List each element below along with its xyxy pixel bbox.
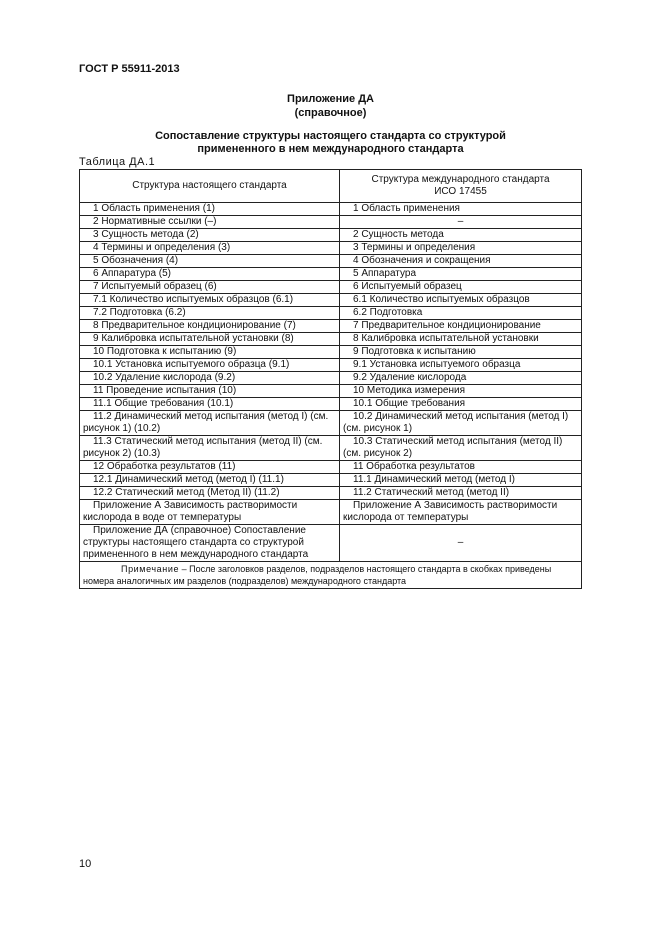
cell-iso: 9.1 Установка испытуемого образца (340, 359, 582, 372)
cell-iso: 11.2 Статический метод (метод II) (340, 487, 582, 500)
document-header: ГОСТ Р 55911-2013 (79, 63, 180, 75)
table-row (80, 333, 582, 346)
cell-iso: 10.2 Динамический метод испытания (метод I) (см. рисунок 1) (340, 411, 582, 436)
cell-iso: 9 Подготовка к испытанию (340, 346, 582, 359)
table-row (80, 474, 582, 487)
table-row (80, 216, 582, 229)
cell-iso: 4 Обозначения и сокращения (340, 255, 582, 268)
comparison-table (79, 169, 582, 589)
cell-ours: 10.1 Установка испытуемого образца (9.1) (80, 359, 340, 372)
table-row (80, 307, 582, 320)
table-caption (0, 130, 661, 156)
cell-ours: 7.2 Подготовка (6.2) (80, 307, 340, 320)
appendix-heading (0, 92, 661, 120)
cell-iso: 7 Предварительное кондиционирование (340, 320, 582, 333)
cell-ours: 1 Область применения (1) (80, 203, 340, 216)
cell-ours: 11 Проведение испытания (10) (80, 385, 340, 398)
cell-iso: 6 Испытуемый образец (340, 281, 582, 294)
cell-ours: 7 Испытуемый образец (6) (80, 281, 340, 294)
table-row (80, 255, 582, 268)
cell-iso: 3 Термины и определения (340, 242, 582, 255)
table-row (80, 359, 582, 372)
table-row (80, 320, 582, 333)
cell-ours: 8 Предварительное кондиционирование (7) (80, 320, 340, 333)
cell-ours: 7.1 Количество испытуемых образцов (6.1) (80, 294, 340, 307)
cell-ours: 3 Сущность метода (2) (80, 229, 340, 242)
table-row (80, 372, 582, 385)
cell-ours: 9 Калибровка испытательной установки (8) (80, 333, 340, 346)
table-row (80, 436, 582, 461)
cell-iso: 11.1 Динамический метод (метод I) (340, 474, 582, 487)
cell-ours: 10 Подготовка к испытанию (9) (80, 346, 340, 359)
cell-iso: – (340, 216, 582, 229)
cell-iso: 9.2 Удаление кислорода (340, 372, 582, 385)
cell-ours: Приложение А Зависимость растворимости кислорода в воде от температуры (80, 500, 340, 525)
cell-ours: 12.2 Статический метод (Метод II) (11.2) (80, 487, 340, 500)
table-row (80, 398, 582, 411)
table-row (80, 281, 582, 294)
table-row (80, 385, 582, 398)
table-header-row (80, 170, 582, 203)
col2-header (340, 170, 582, 203)
table-row (80, 500, 582, 525)
cell-iso: 10.3 Статический метод испытания (метод II) (см. рисунок 2) (340, 436, 582, 461)
table-row (80, 346, 582, 359)
cell-ours: 11.3 Статический метод испытания (метод II) (см. рисунок 2) (10.3) (80, 436, 340, 461)
table-row (80, 411, 582, 436)
col2-header-line2: ИСО 17455 (434, 186, 487, 197)
cell-iso: 5 Аппаратура (340, 268, 582, 281)
table-note-row (80, 562, 582, 589)
table-row (80, 487, 582, 500)
cell-iso: 2 Сущность метода (340, 229, 582, 242)
table-row (80, 229, 582, 242)
col1-header: Структура настоящего стандарта (80, 170, 340, 203)
table-row (80, 461, 582, 474)
cell-iso: 6.2 Подготовка (340, 307, 582, 320)
cell-ours: 12.1 Динамический метод (метод I) (11.1) (80, 474, 340, 487)
table-label: Таблица ДА.1 (79, 156, 156, 168)
cell-ours: 4 Термины и определения (3) (80, 242, 340, 255)
table-row (80, 242, 582, 255)
cell-ours: 6 Аппаратура (5) (80, 268, 340, 281)
table-row (80, 294, 582, 307)
col2-header-line1: Структура международного стандарта (371, 174, 550, 185)
page-number: 10 (79, 858, 92, 870)
caption-line-1: Сопоставление структуры настоящего стандарта со структурой (155, 130, 506, 142)
table-note (80, 562, 582, 589)
note-label: Примечание (121, 564, 180, 574)
appendix-title: Приложение ДА (287, 93, 374, 105)
cell-ours: 11.2 Динамический метод испытания (метод I) (см. рисунок 1) (10.2) (80, 411, 340, 436)
cell-ours: Приложение ДА (справочное) Сопоставление структуры настоящего стандарта со структурой примененного в нем международного стандарта (80, 525, 340, 562)
cell-ours: 12 Обработка результатов (11) (80, 461, 340, 474)
note-text: – После заголовков разделов, подразделов настоящего стандарта в скобках приведены номера аналогичных им разделов (подразделов) международного стандарта (83, 564, 552, 586)
cell-iso: 11 Обработка результатов (340, 461, 582, 474)
cell-iso: Приложение А Зависимость растворимости кислорода от температуры (340, 500, 582, 525)
cell-iso: 1 Область применения (340, 203, 582, 216)
cell-ours: 2 Нормативные ссылки (–) (80, 216, 340, 229)
cell-iso: 6.1 Количество испытуемых образцов (340, 294, 582, 307)
caption-line-2: примененного в нем международного стандарта (197, 143, 464, 155)
cell-iso: 10.1 Общие требования (340, 398, 582, 411)
cell-ours: 10.2 Удаление кислорода (9.2) (80, 372, 340, 385)
cell-ours: 11.1 Общие требования (10.1) (80, 398, 340, 411)
cell-ours: 5 Обозначения (4) (80, 255, 340, 268)
cell-iso: 8 Калибровка испытательной установки (340, 333, 582, 346)
table-row (80, 203, 582, 216)
table-row (80, 268, 582, 281)
table-row (80, 525, 582, 562)
appendix-type: (справочное) (294, 107, 367, 119)
cell-iso: 10 Методика измерения (340, 385, 582, 398)
cell-iso: – (340, 525, 582, 562)
